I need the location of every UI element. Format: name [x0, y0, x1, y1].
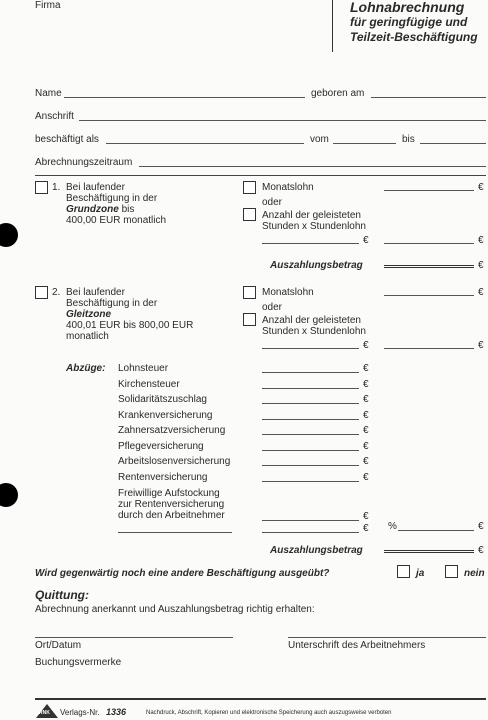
verlag-label: Verlags-Nr. — [60, 708, 100, 717]
deduction-amount-field[interactable] — [262, 481, 359, 482]
deduction-label: Solidaritätszuschlag — [118, 394, 207, 405]
euro-sign: € — [363, 378, 369, 390]
unterschrift-field[interactable] — [288, 637, 486, 638]
stunden-1-checkbox[interactable] — [243, 208, 256, 221]
euro-sign: € — [478, 260, 484, 271]
ort-datum-label: Ort/Datum — [35, 640, 82, 651]
firma-label: Firma — [35, 0, 61, 11]
anschrift-field[interactable] — [79, 120, 486, 121]
zeitraum-label: Abrechnungszeitraum — [35, 157, 133, 168]
euro-sign: € — [478, 545, 484, 556]
footer-divider — [35, 698, 486, 700]
sec2-line1: Bei laufender — [66, 287, 125, 298]
stunden-2-checkbox[interactable] — [243, 313, 256, 326]
deduction-label: Zahnersatzversicherung — [118, 425, 226, 436]
deduction-amount-field[interactable] — [262, 388, 359, 389]
punch-hole-top — [0, 223, 18, 247]
sec1-line2: Beschäftigung in der — [66, 193, 158, 204]
sonstiges-field[interactable] — [118, 532, 232, 533]
deduction-label: Kirchensteuer — [118, 378, 180, 390]
monatslohn-1-checkbox[interactable] — [243, 181, 256, 194]
nein-checkbox[interactable] — [445, 565, 458, 578]
title-divider — [332, 0, 333, 52]
form-title: Lohnabrechnung — [350, 0, 465, 15]
euro-sign: € — [363, 409, 369, 421]
euro-sign: € — [363, 440, 369, 452]
quittung-title: Quittung: — [35, 588, 89, 602]
gleitzone-checkbox[interactable] — [35, 286, 48, 299]
other-employment-question: Wird gegenwärtig noch eine andere Beschäftigung ausgeübt? — [35, 568, 330, 579]
section-divider — [35, 175, 486, 176]
name-label: Name — [35, 88, 62, 99]
grundzone-label: Grundzone — [66, 204, 119, 215]
bis-label: bis — [402, 134, 415, 145]
euro-sign: € — [363, 363, 369, 374]
nein-label: nein — [464, 568, 485, 579]
copyright-notice: Nachdruck, Abschrift, Kopieren und elektronische Speicherung auch auszugsweise verboten — [146, 710, 392, 716]
abzuege-label: Abzüge: — [66, 363, 106, 374]
sec2-number: 2. — [52, 287, 61, 298]
monatslohn-1-field[interactable] — [384, 190, 474, 191]
ja-checkbox[interactable] — [397, 565, 410, 578]
euro-sign: € — [478, 182, 484, 193]
anzahl-2-line1: Anzahl der geleisteten — [262, 315, 361, 326]
anschrift-label: Anschrift — [35, 111, 74, 122]
beschaeftigt-field[interactable] — [106, 143, 304, 144]
freiwillig-field[interactable] — [262, 520, 359, 521]
deduction-label: Pflegeversicherung — [118, 440, 204, 452]
name-field[interactable] — [64, 97, 305, 98]
euro-sign: € — [363, 425, 369, 436]
punch-hole-bottom — [0, 483, 18, 507]
beschaeftigt-label: beschäftigt als — [35, 134, 99, 145]
euro-sign: € — [363, 523, 369, 534]
euro-sign: € — [363, 471, 369, 483]
monatslohn-1-label: Monatslohn — [262, 182, 314, 193]
auszahlung-1-field[interactable] — [384, 265, 474, 268]
euro-sign: € — [478, 340, 484, 351]
sec1-number: 1. — [52, 182, 61, 193]
stunden-2-field[interactable] — [262, 348, 359, 349]
euro-sign: € — [363, 340, 369, 351]
deduction-amount-field[interactable] — [262, 434, 359, 435]
euro-sign: € — [363, 394, 369, 405]
deduction-label: Rentenversicherung — [118, 471, 208, 483]
oder-1-label: oder — [262, 197, 283, 208]
euro-sign: € — [363, 511, 369, 522]
gleitzone-label: Gleitzone — [66, 309, 112, 320]
anzahl-1-line2: Stunden x Stundenlohn — [262, 221, 366, 232]
monatslohn-2-checkbox[interactable] — [243, 286, 256, 299]
geboren-label: geboren am — [311, 88, 365, 99]
ja-label: ja — [416, 568, 425, 579]
abzuege-total-field[interactable] — [398, 530, 474, 531]
unterschrift-label: Unterschrift des Arbeitnehmers — [288, 640, 426, 651]
quittung-text: Abrechnung anerkannt und Auszahlungsbetrag richtig erhalten: — [35, 604, 315, 615]
freiwillig-line3: durch den Arbeitnehmer — [118, 510, 225, 521]
oder-2-label: oder — [262, 302, 283, 313]
euro-sign: € — [478, 521, 484, 532]
deduction-label: Lohnsteuer — [118, 363, 169, 374]
anzahl-2-line2: Stunden x Stundenlohn — [262, 326, 366, 337]
sec2-line4: 400,01 EUR bis 800,00 EUR — [66, 320, 194, 331]
sec1-line1: Bei laufender — [66, 182, 125, 193]
euro-sign: € — [478, 287, 484, 298]
sec1-line4: 400,00 EUR monatlich — [66, 215, 167, 226]
sec2-line2: Beschäftigung in der — [66, 298, 158, 309]
verlag-number: 1336 — [106, 707, 127, 717]
auszahlung-2-field[interactable] — [384, 550, 474, 553]
form-subtitle-2: Teilzeit-Beschäftigung — [350, 30, 478, 44]
ort-datum-field[interactable] — [35, 637, 233, 638]
anzahl-1-line1: Anzahl der geleisteten — [262, 210, 361, 221]
deduction-amount-field[interactable] — [262, 372, 359, 373]
sonstiges-amount-field[interactable] — [262, 532, 359, 533]
euro-sign: € — [363, 235, 369, 246]
vom-field[interactable] — [333, 143, 396, 144]
form-subtitle-1: für geringfügige und — [350, 15, 468, 29]
deduction-amount-field[interactable] — [262, 403, 359, 404]
freiwillig-line2: zur Rentenversicherung — [118, 499, 225, 510]
deduction-amount-field[interactable] — [262, 419, 359, 420]
euro-sign: € — [478, 235, 484, 246]
zeitraum-field[interactable] — [139, 166, 486, 167]
auszahlung-2-label: Auszahlungsbetrag — [270, 545, 363, 556]
vom-label: vom — [310, 134, 329, 145]
sec2-line5: monatlich — [66, 331, 109, 342]
monatslohn-2-field[interactable] — [384, 295, 474, 296]
deduction-amount-field[interactable] — [262, 450, 359, 451]
publisher-logo-text: RNK — [39, 710, 50, 716]
stunden-2-result-field[interactable] — [384, 348, 474, 349]
buchungsvermerke-label: Buchungsvermerke — [35, 657, 122, 668]
stunden-1-field[interactable] — [262, 243, 359, 244]
euro-sign: € — [363, 456, 369, 467]
auszahlung-1-label: Auszahlungsbetrag — [270, 260, 363, 271]
percent-sign: % — [388, 521, 397, 532]
geboren-field[interactable] — [371, 97, 486, 98]
freiwillig-line1: Freiwillige Aufstockung — [118, 488, 220, 499]
monatslohn-2-label: Monatslohn — [262, 287, 314, 298]
grundzone-checkbox[interactable] — [35, 181, 48, 194]
sec1-bis: bis — [121, 204, 135, 215]
deduction-amount-field[interactable] — [262, 465, 359, 466]
deduction-label: Arbeitslosenversicherung — [118, 456, 231, 467]
deduction-label: Krankenversicherung — [118, 409, 213, 421]
bis-field[interactable] — [420, 143, 486, 144]
stunden-1-result-field[interactable] — [384, 243, 474, 244]
